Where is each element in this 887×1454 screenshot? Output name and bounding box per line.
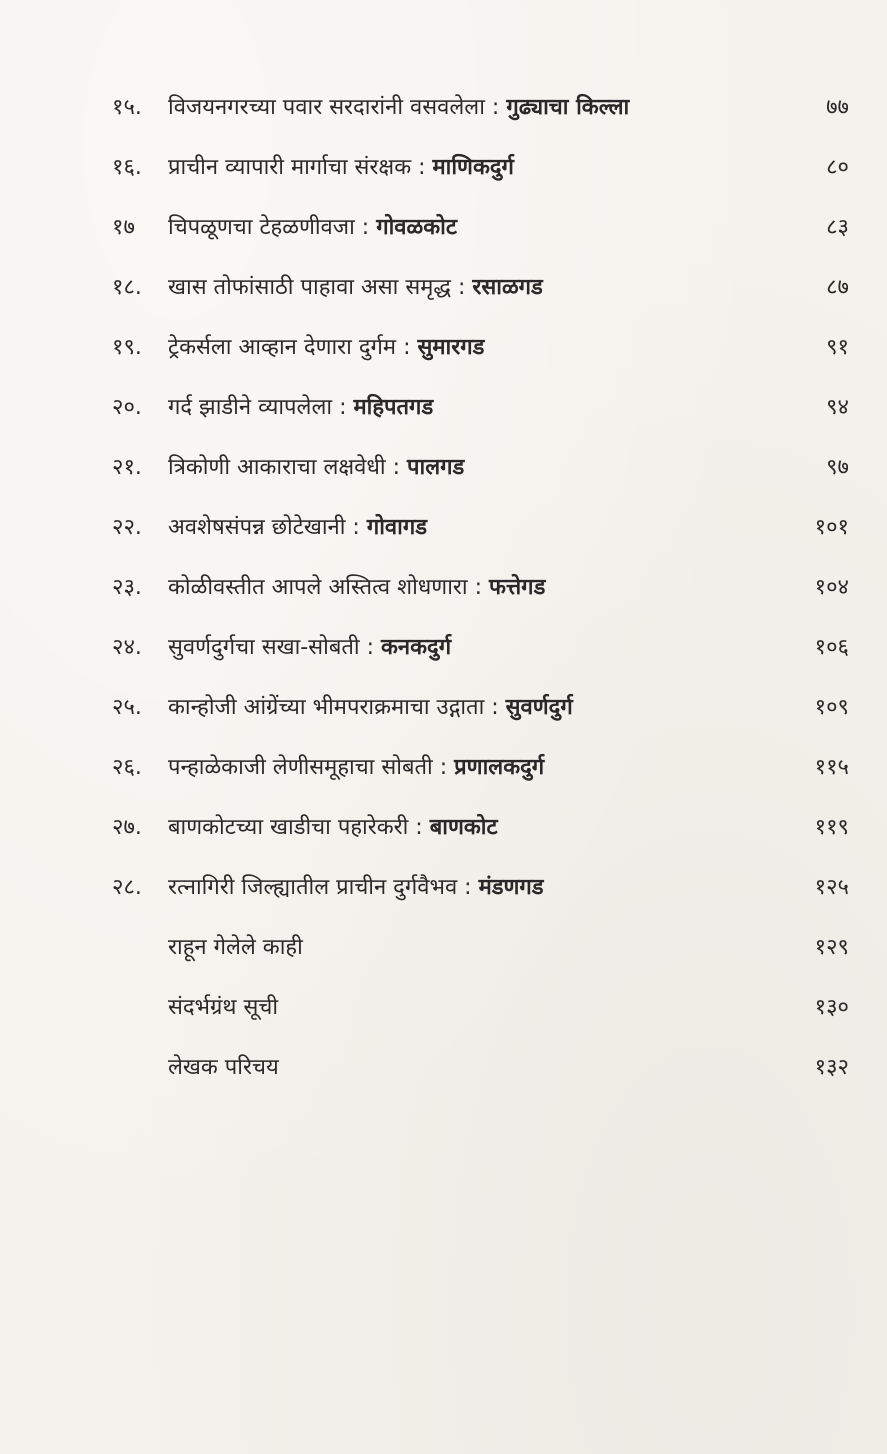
entry-description: चिपळूणचा टेहळणीवजा : — [168, 215, 377, 240]
entry-description: संदर्भग्रंथ सूची — [168, 995, 279, 1020]
page-number: ११९ — [814, 815, 849, 840]
entry-title — [168, 988, 768, 1028]
toc-entry — [0, 1048, 887, 1088]
page-number: ८० — [826, 155, 849, 180]
entry-description: बाणकोटच्या खाडीचा पहारेकरी : — [168, 815, 430, 840]
toc-entry — [0, 628, 887, 668]
entry-number: २८. — [112, 875, 142, 900]
entry-description: विजयनगरच्या पवार सरदारांनी वसवलेला : — [168, 95, 507, 120]
toc-entry — [0, 328, 887, 368]
entry-description: प्राचीन व्यापारी मार्गाचा संरक्षक : — [168, 155, 433, 180]
entry-title — [168, 568, 768, 608]
entry-title — [168, 268, 768, 308]
entry-description: खास तोफांसाठी पाहावा असा समृद्ध : — [168, 275, 473, 300]
fort-name: गोवागड — [366, 515, 427, 540]
entry-title — [168, 388, 768, 428]
fort-name: रसाळगड — [472, 275, 543, 300]
page-number: ८७ — [826, 275, 849, 300]
entry-description: गर्द झाडीने व्यापलेला : — [168, 395, 354, 420]
entry-title — [168, 208, 768, 248]
entry-description: लेखक परिचय — [168, 1055, 279, 1080]
toc-entry — [0, 928, 887, 968]
page-number: १०१ — [814, 515, 849, 540]
page-number: ८३ — [826, 215, 849, 240]
page-number: १२५ — [814, 875, 849, 900]
entry-description: राहून गेलेले काही — [168, 935, 303, 960]
fort-name: मंडणगड — [478, 875, 544, 900]
entry-description: रत्नागिरी जिल्ह्यातील प्राचीन दुर्गवैभव : — [168, 875, 479, 900]
toc-entry — [0, 148, 887, 188]
page-number: १०६ — [814, 635, 849, 660]
fort-name: फत्तेगड — [489, 575, 546, 600]
toc-entry — [0, 808, 887, 848]
entry-number: १७ — [112, 215, 135, 240]
entry-title — [168, 628, 768, 668]
toc-entry — [0, 988, 887, 1028]
page-number: १३२ — [814, 1055, 849, 1080]
toc-entry — [0, 88, 887, 128]
entry-number: २४. — [112, 635, 142, 660]
entry-description: कोळीवस्तीत आपले अस्तित्व शोधणारा : — [168, 575, 490, 600]
entry-description: कान्होजी आंग्रेंच्या भीमपराक्रमाचा उद्गाता : — [168, 695, 506, 720]
entry-title — [168, 508, 768, 548]
entry-number: २५. — [112, 695, 142, 720]
entry-title — [168, 448, 768, 488]
entry-number: १८. — [112, 275, 142, 300]
fort-name: माणिकदुर्ग — [432, 155, 514, 180]
entry-number: २६. — [112, 755, 142, 780]
page-number: ९७ — [826, 455, 849, 480]
page-number: १०९ — [814, 695, 849, 720]
entry-title — [168, 928, 768, 968]
toc-entry — [0, 208, 887, 248]
fort-name: बाणकोट — [429, 815, 498, 840]
page-number: ७७ — [826, 95, 849, 120]
entry-number: १९. — [112, 335, 142, 360]
page-number: १३० — [814, 995, 849, 1020]
fort-name: प्रणालकदुर्ग — [454, 755, 545, 780]
entry-number: २२. — [112, 515, 142, 540]
entry-number: २७. — [112, 815, 142, 840]
toc-entry — [0, 508, 887, 548]
fort-name: सुमारगड — [417, 335, 485, 360]
page-number: १०४ — [814, 575, 849, 600]
entry-title — [168, 868, 768, 908]
page-number: ९१ — [826, 335, 849, 360]
toc-entry — [0, 448, 887, 488]
entry-number: २१. — [112, 455, 142, 480]
page-number: १२९ — [814, 935, 849, 960]
fort-name: गोवळकोट — [376, 215, 457, 240]
fort-name: पालगड — [407, 455, 465, 480]
fort-name: गुढ्याचा किल्ला — [506, 95, 630, 120]
entry-description: सुवर्णदुर्गचा सखा-सोबती : — [168, 635, 382, 660]
entry-title — [168, 748, 768, 788]
entry-number: २३. — [112, 575, 142, 600]
entry-title — [168, 328, 768, 368]
toc-entry — [0, 268, 887, 308]
toc-entry — [0, 568, 887, 608]
entry-description: त्रिकोणी आकाराचा लक्षवेधी : — [168, 455, 408, 480]
entry-number: १५. — [112, 95, 142, 120]
entry-description: अवशेषसंपन्न छोटेखानी : — [168, 515, 367, 540]
fort-name: सुवर्णदुर्ग — [505, 695, 573, 720]
entry-title — [168, 688, 768, 728]
entry-description: पन्हाळेकाजी लेणीसमूहाचा सोबती : — [168, 755, 455, 780]
entry-title — [168, 1048, 768, 1088]
toc-entry — [0, 388, 887, 428]
page-number: ११५ — [814, 755, 849, 780]
page-number: ९४ — [826, 395, 849, 420]
entry-title — [168, 808, 768, 848]
toc-entry — [0, 748, 887, 788]
entry-number: १६. — [112, 155, 142, 180]
entry-description: ट्रेकर्सला आव्हान देणारा दुर्गम : — [168, 335, 418, 360]
toc-entry — [0, 688, 887, 728]
fort-name: कनकदुर्ग — [381, 635, 452, 660]
entry-title — [168, 88, 768, 128]
entry-title — [168, 148, 768, 188]
fort-name: महिपतगड — [353, 395, 434, 420]
entry-number: २०. — [112, 395, 142, 420]
toc-entry — [0, 868, 887, 908]
